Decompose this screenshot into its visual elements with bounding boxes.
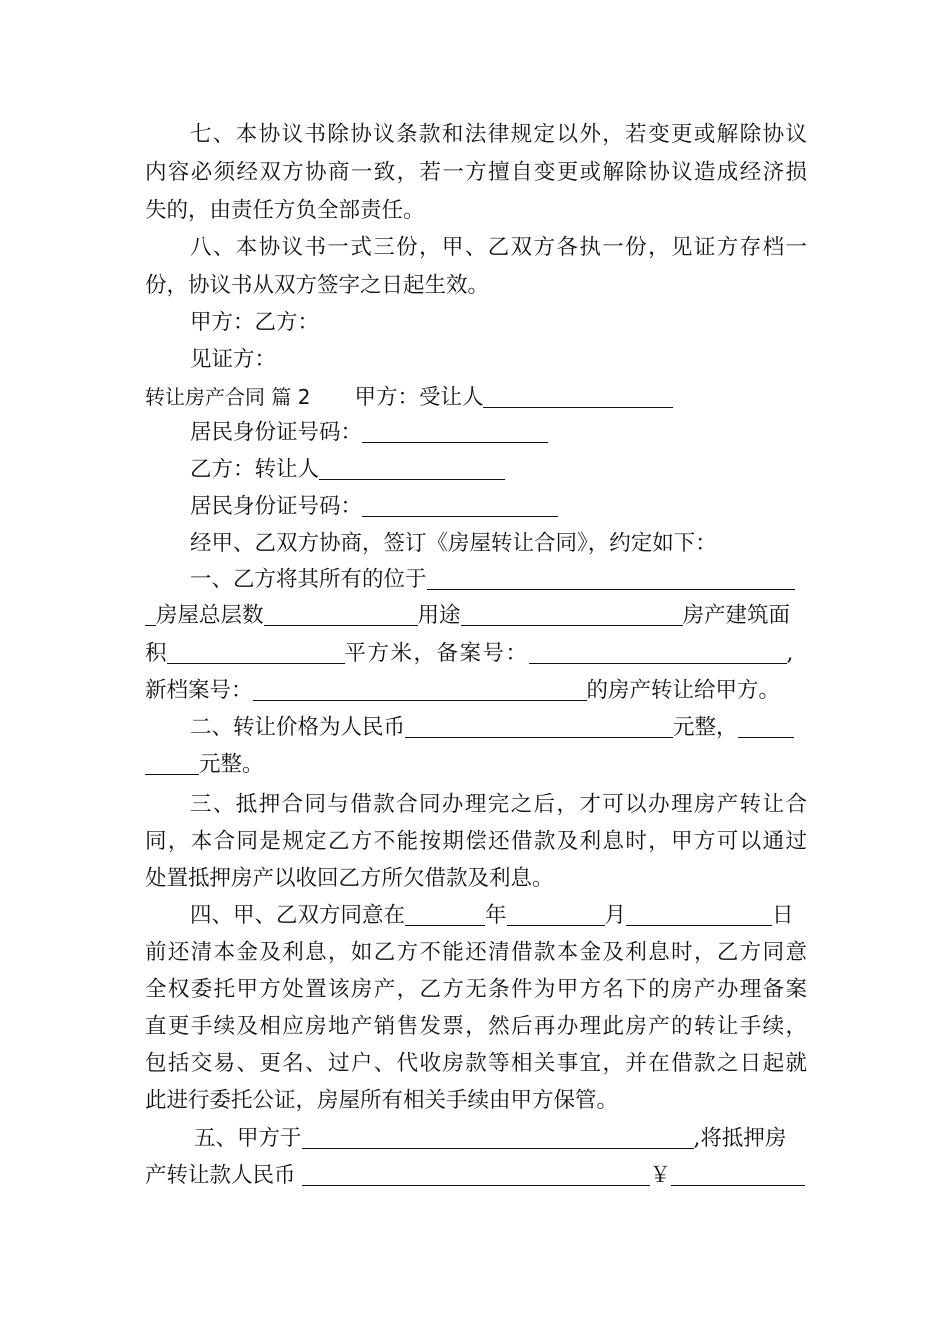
id-a-label: 居民身份证号码： bbox=[190, 420, 363, 445]
clause-7-line-2: 内容必须经双方协商一致，若一方擅自变更或解除协议造成经济损 bbox=[145, 160, 807, 185]
clause-5-text: ,将抵押房 bbox=[693, 1126, 787, 1151]
yuan-symbol: ￥ bbox=[649, 1163, 672, 1188]
clause-7-line-1: 七、本协议书除协议条款和法律规定以外，若变更或解除协议 bbox=[190, 122, 807, 147]
record-number-label: 平方米，备案号： bbox=[344, 641, 529, 666]
year-label: 年 bbox=[485, 903, 507, 928]
amount-words-blank[interactable] bbox=[302, 1163, 650, 1186]
clause-1-line-3 bbox=[145, 636, 807, 672]
clause-4-line-4: 直更手续及相应房地产销售发票，然后再办理此房产的转让手续， bbox=[145, 1014, 807, 1039]
archive-number-label: 新档案号： bbox=[145, 678, 253, 703]
price-upper-blank-cont[interactable] bbox=[145, 752, 199, 775]
clause-1-line-1 bbox=[190, 562, 807, 598]
heading-row bbox=[145, 379, 807, 416]
signature-witness: 见证方： bbox=[190, 347, 277, 372]
clause-4-line-3: 全权委托甲方处置该房产，乙方无条件为甲方名下的房产办理备案 bbox=[145, 977, 807, 1002]
area-label-end: 积 bbox=[145, 641, 167, 666]
party-b-blank[interactable] bbox=[319, 457, 505, 480]
transfer-text: 的房产转让给甲方。 bbox=[586, 678, 781, 703]
clause-5-date-blank[interactable] bbox=[302, 1126, 694, 1149]
clause-4-line-1 bbox=[190, 898, 807, 934]
clause-1-line-2 bbox=[145, 598, 807, 634]
record-number-blank[interactable] bbox=[529, 641, 787, 664]
transfer-amount-label: 产转让款人民币 bbox=[145, 1163, 296, 1188]
day-blank[interactable] bbox=[626, 903, 772, 926]
month-blank[interactable] bbox=[507, 903, 605, 926]
repay-label: 四、甲、乙双方同意在 bbox=[190, 903, 406, 928]
clause-4-line-6: 此进行委托公证，房屋所有相关手续由甲方保管。 bbox=[145, 1088, 619, 1113]
clause-1-line-4 bbox=[145, 673, 807, 709]
intro-line: 经甲、乙双方协商，签订《房屋转让合同》，约定如下： bbox=[190, 531, 717, 556]
total-floors-label: 房屋总层数 bbox=[156, 603, 264, 628]
usage-label: 用途 bbox=[417, 603, 461, 628]
clause-3-line-2: 同，本合同是规定乙方不能按期偿还借款及利息时，甲方可以通过 bbox=[145, 829, 807, 854]
total-floors-blank[interactable] bbox=[264, 603, 418, 626]
archive-number-blank[interactable] bbox=[253, 678, 587, 701]
location-blank-cont[interactable] bbox=[145, 603, 156, 626]
price-blank[interactable] bbox=[405, 715, 673, 738]
id-b-blank[interactable] bbox=[362, 494, 558, 517]
clause-3-line-3: 处置抵押房产以收回乙方所欠借款及利息。 bbox=[145, 866, 554, 891]
clause-5-label: 五、甲方于 bbox=[194, 1126, 302, 1151]
price-upper-unit: 元整。 bbox=[199, 752, 264, 777]
clause-5-line-2 bbox=[145, 1158, 807, 1194]
clause-1-location-label: 一、乙方将其所有的位于 bbox=[190, 567, 427, 592]
clause-7-line-3: 失的，由责任方负全部责任。 bbox=[145, 198, 425, 223]
party-a-label: 甲方：受让人 bbox=[354, 385, 484, 410]
id-b-row bbox=[190, 489, 807, 525]
clause-2-line-1 bbox=[190, 710, 807, 746]
id-b-label: 居民身份证号码： bbox=[190, 494, 363, 519]
clause-4-line-2: 前还清本金及利息，如乙方不能还清借款本金及利息时，乙方同意 bbox=[145, 940, 807, 965]
comma: , bbox=[786, 641, 794, 666]
area-blank[interactable] bbox=[167, 641, 345, 664]
month-label: 月 bbox=[604, 903, 627, 928]
id-a-blank[interactable] bbox=[362, 420, 548, 443]
party-b-row bbox=[190, 452, 807, 488]
party-a-blank[interactable] bbox=[483, 385, 673, 408]
location-blank[interactable] bbox=[427, 567, 795, 590]
clause-2-line-2 bbox=[145, 747, 807, 783]
usage-blank[interactable] bbox=[461, 603, 683, 626]
year-blank[interactable] bbox=[405, 903, 485, 926]
clause-8-line-2: 份，协议书从双方签字之日起生效。 bbox=[145, 273, 490, 298]
building-area-label: 房产建筑面 bbox=[682, 603, 791, 628]
clause-5-line-1 bbox=[194, 1121, 807, 1157]
party-b-label: 乙方：转让人 bbox=[190, 457, 320, 482]
clause-8-line-1: 八、本协议书一式三份，甲、乙双方各执一份，见证方存档一 bbox=[190, 235, 807, 260]
price-label: 二、转让价格为人民币 bbox=[190, 715, 406, 740]
price-unit: 元整， bbox=[673, 715, 738, 740]
signature-parties: 甲方：乙方： bbox=[190, 310, 320, 335]
price-upper-blank[interactable] bbox=[738, 715, 794, 738]
clause-4-line-5: 包括交易、更名、过户、代收房款等相关事宜，并在借款之日起就 bbox=[145, 1051, 807, 1076]
id-a-row bbox=[190, 415, 807, 451]
amount-figures-blank[interactable] bbox=[671, 1163, 805, 1186]
day-label: 日 bbox=[772, 903, 794, 928]
section-heading: 转让房产合同 篇 2 bbox=[145, 385, 311, 409]
clause-3-line-1: 三、抵押合同与借款合同办理完之后，才可以办理房产转让合 bbox=[190, 792, 807, 817]
